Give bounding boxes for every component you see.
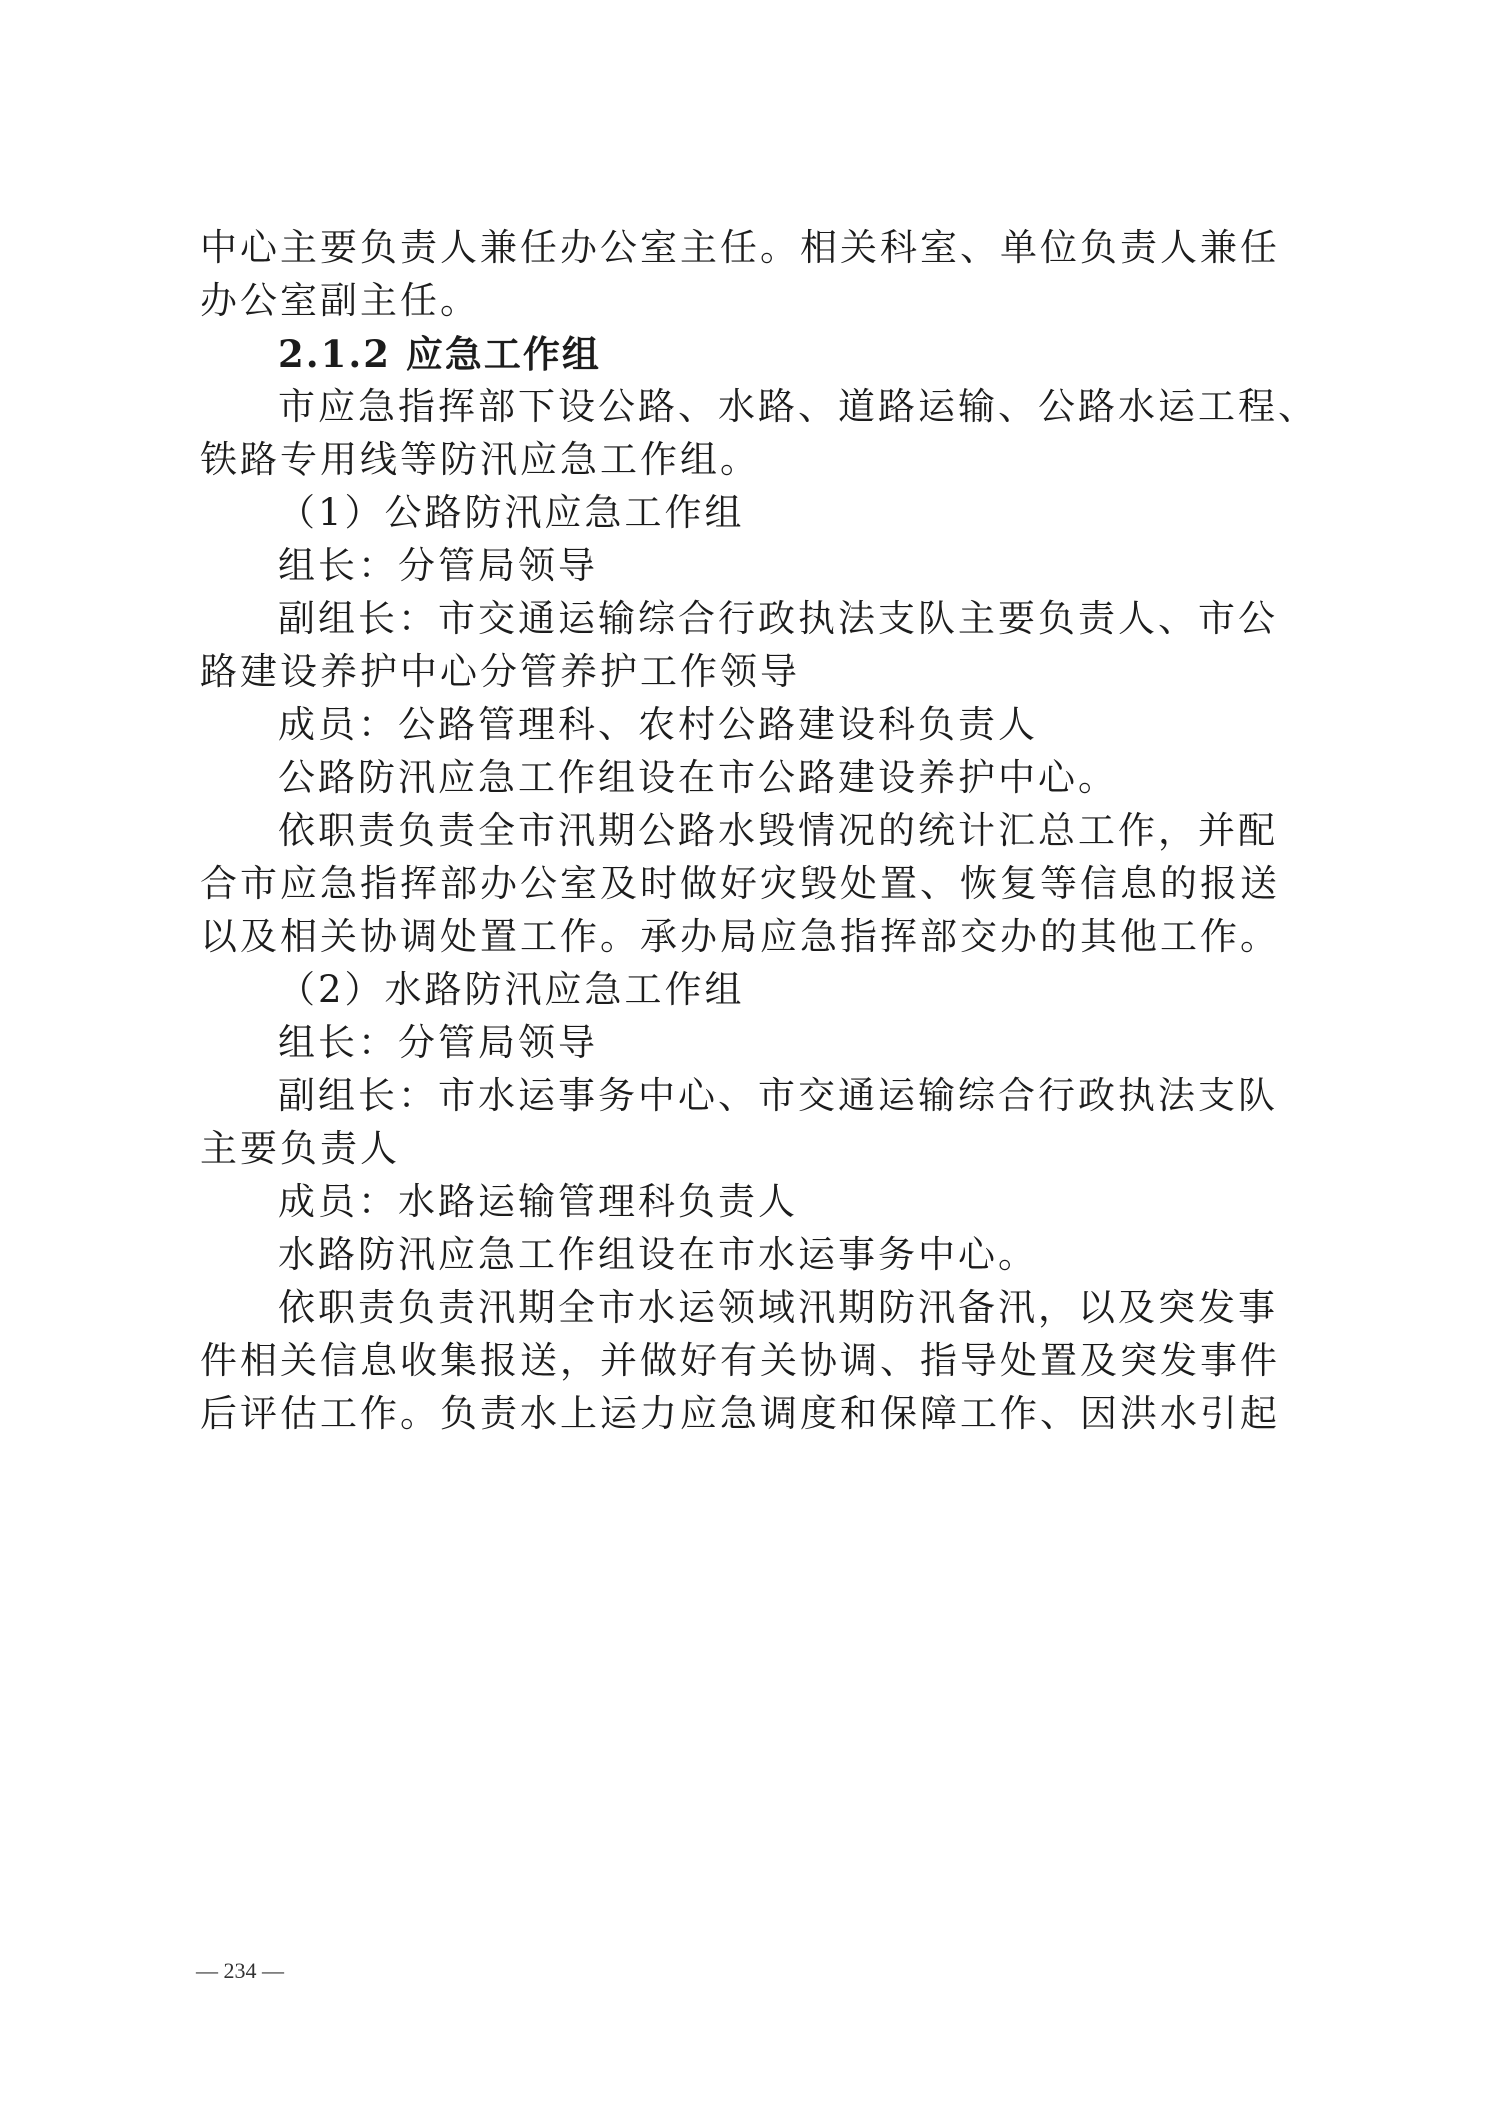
paragraph-line: 件相关信息收集报送，并做好有关协调、指导处置及突发事件 (200, 1339, 1280, 1382)
paragraph-line: 依职责负责汛期全市水运领域汛期防汛备汛，以及突发事 (278, 1286, 1278, 1329)
paragraph-line: 成员：公路管理科、农村公路建设科负责人 (278, 703, 1038, 746)
section-heading: 2.1.2 应急工作组 (278, 332, 601, 376)
paragraph-line: 副组长：市交通运输综合行政执法支队主要负责人、市公 (278, 597, 1278, 640)
page-number: — 234 — (196, 1958, 284, 1983)
paragraph-line: 路建设养护中心分管养护工作领导 (200, 650, 800, 693)
paragraph-line: 水路防汛应急工作组设在市水运事务中心。 (278, 1233, 1038, 1276)
paragraph-line: 办公室副主任。 (200, 279, 480, 322)
paragraph-line: 铁路专用线等防汛应急工作组。 (200, 438, 760, 481)
paragraph-line: 依职责负责全市汛期公路水毁情况的统计汇总工作，并配 (278, 809, 1278, 852)
paragraph-line: 以及相关协调处置工作。承办局应急指挥部交办的其他工作。 (200, 915, 1280, 958)
paragraph-line: 合市应急指挥部办公室及时做好灾毁处置、恢复等信息的报送 (200, 862, 1280, 905)
paragraph-line: 副组长：市水运事务中心、市交通运输综合行政执法支队 (278, 1074, 1278, 1117)
paragraph-line: 成员：水路运输管理科负责人 (278, 1180, 798, 1223)
paragraph-line: 公路防汛应急工作组设在市公路建设养护中心。 (278, 756, 1118, 799)
paragraph-line: 组长：分管局领导 (278, 544, 598, 587)
subsection-title: （2）水路防汛应急工作组 (278, 968, 745, 1011)
paragraph-line: 后评估工作。负责水上运力应急调度和保障工作、因洪水引起 (200, 1392, 1280, 1435)
paragraph-line: 市应急指挥部下设公路、水路、道路运输、公路水运工程、 (278, 385, 1318, 428)
paragraph-line: 中心主要负责人兼任办公室主任。相关科室、单位负责人兼任 (200, 226, 1280, 269)
paragraph-line: 主要负责人 (200, 1127, 400, 1170)
subsection-title: （1）公路防汛应急工作组 (278, 491, 745, 534)
paragraph-line: 组长：分管局领导 (278, 1021, 598, 1064)
